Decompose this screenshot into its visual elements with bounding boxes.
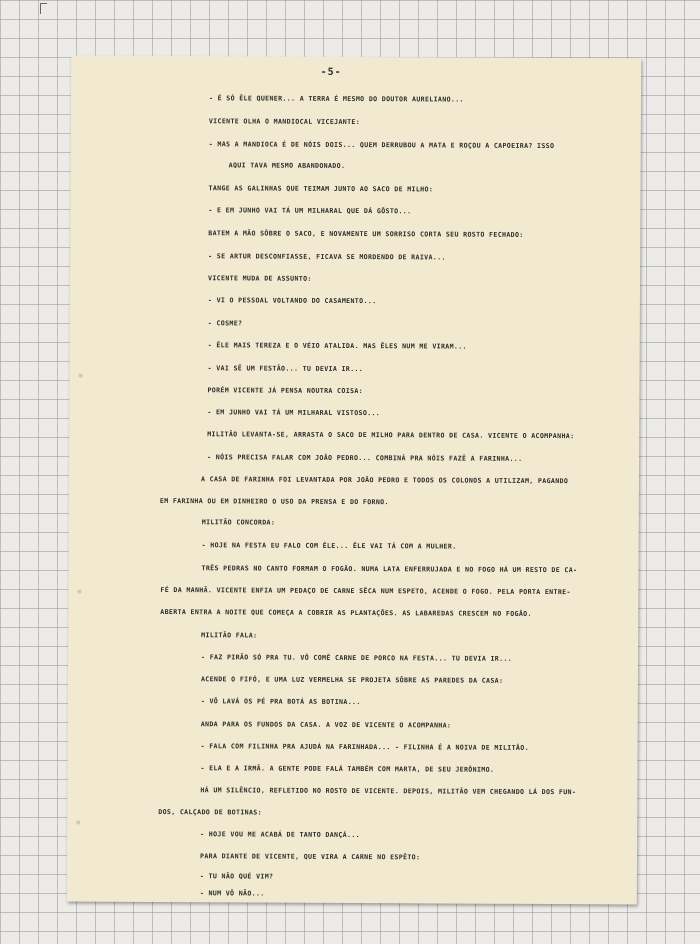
text-line: MILITÃO CONCORDA: <box>201 518 276 527</box>
text-line: ACENDE O FIFÓ, E UMA LUZ VERMELHA SE PROJETA SÔBRE AS PAREDES DA CASA: <box>200 675 504 685</box>
text-line: FÉ DA MANHÃ. VICENTE ENFIA UM PEDAÇO DE CARNE SÊCA NUM ESPETO, ACENDE O FOGO. PELA PORTA ENTRE- <box>160 585 571 597</box>
text-line: - É SÓ ÊLE QUENER... A TERRA É MESMO DO DOUTOR AURELIANO... <box>208 94 464 104</box>
text-line: - NÓIS PRECISA FALAR COM JOÃO PEDRO... COMBINÁ PRA NÓIS FAZÊ A FARINHA... <box>207 453 523 463</box>
text-line: BATEM A MÃO SÔBRE O SACO, E NOVAMENTE UM SORRISO CORTA SEU ROSTO FECHADO: <box>208 229 524 239</box>
punch-hole <box>79 374 83 378</box>
text-line: MILITÃO FALA: <box>201 631 258 640</box>
text-line: - TU NÃO QUÉ VIM? <box>199 872 274 881</box>
text-line: - HOJE VOU ME ACABÁ DE TANTO DANÇÁ... <box>200 830 361 840</box>
punch-hole <box>77 590 81 594</box>
text-line: - VÔ LAVÁ OS PÉ PRA BOTÁ AS BOTINA... <box>200 697 361 707</box>
text-line: TRÊS PEDRAS NO CANTO FORMAM O FOGÃO. NUMA LATA ENFERRUJADA E NO FOGO HÁ UM RESTO DE CA- <box>201 564 578 575</box>
text-line: VICENTE OLHA O MANDIOCAL VICEJANTE: <box>208 117 361 127</box>
text-line: - FALA COM FILINHA PRA AJUDÁ NA FARINHADA... - FILINHA É A NOIVA DE MILITÃO. <box>200 742 529 752</box>
text-line: - SE ARTUR DESCONFIASSE, FICAVA SE MORDENDO DE RAIVA... <box>208 252 446 262</box>
text-line: - COSME? <box>207 319 243 328</box>
text-line: - HOJE NA FESTA EU FALO COM ÊLE... ÊLE VAI TÁ COM A MULHER. <box>201 541 457 551</box>
text-line: - VI O PESSOAL VOLTANDO DO CASAMENTO... <box>207 296 377 306</box>
text-line: AQUI TAVA MESMO ABANDONADO. <box>228 161 346 170</box>
text-line: - E EM JUNHO VAI TÁ UM MILHARAL QUE DÁ GÔSTO... <box>208 206 412 216</box>
text-line: - NUM VÔ NÃO... <box>199 889 265 898</box>
text-line: MILITÃO LEVANTA-SE, ARRASTA O SACO DE MILHO PARA DENTRO DE CASA. VICENTE O ACOMPANHA: <box>207 430 575 441</box>
corner-mark <box>40 3 47 14</box>
text-line: PARA DIANTE DE VICENTE, QUE VIRA A CARNE NO ESPÊTO: <box>200 852 421 862</box>
page-number: -5- <box>320 66 342 78</box>
text-line: ABERTA ENTRA A NOITE QUE COMEÇA A COBRIR AS PLANTAÇÕES. AS LABAREDAS CRESCEM NO FOGÃO. <box>160 607 532 618</box>
text-line: - ÊLE MAIS TEREZA E O VÉIO ATALIDA. MAS ÊLES NUM ME VIRAM... <box>207 341 467 351</box>
text-line: DOS, CALÇADO DE BOTINAS: <box>158 807 262 817</box>
text-line: TANGE AS GALINHAS QUE TEIMAM JUNTO AO SACO DE MILHO: <box>208 184 434 194</box>
typed-page <box>67 56 641 905</box>
text-line: - ELA E A IRMÃ. A GENTE PODE FALÁ TAMBÉM COM MARTA, DE SEU JERÔNIMO. <box>200 764 495 774</box>
text-line: HÁ UM SILÊNCIO, REFLETIDO NO ROSTO DE VICENTE. DEPOIS, MILITÃO VEM CHEGANDO LÁ DOS FUN- <box>200 786 577 797</box>
text-line: - EM JUNHO VAI TÁ UM MILHARAL VISTOSO... <box>207 408 381 418</box>
text-line: - VAI SÊ UM FESTÃO... TU DEVIA IR... <box>207 364 364 374</box>
text-line: PORÉM VICENTE JÁ PENSA NOUTRA COISA: <box>207 386 364 396</box>
punch-hole <box>76 821 80 825</box>
text-line: ANDA PARA OS FUNDOS DA CASA. A VOZ DE VICENTE O ACOMPANHA: <box>200 720 452 730</box>
text-line: EM FARINHA OU EM DINHEIRO O USO DA PRENSA E DO FORNO. <box>159 496 389 507</box>
text-line: - FAZ PIRÃO SÓ PRA TU. VÔ COMÊ CARNE DE PORCO NA FESTA... TU DEVIA IR... <box>201 653 513 663</box>
text-line: VICENTE MUDA DE ASSUNTO: <box>208 274 312 283</box>
text-line: - MAS A MANDIOCA É DE NÓIS DOIS... QUEM DERRUBOU A MATA E ROÇOU A CAPOEIRA? ISSO <box>208 140 555 151</box>
text-line: A CASA DE FARINHA FOI LEVANTADA POR JOÃO PEDRO E TODOS OS COLONOS A UTILIZAM, PAGANDO <box>200 475 569 486</box>
